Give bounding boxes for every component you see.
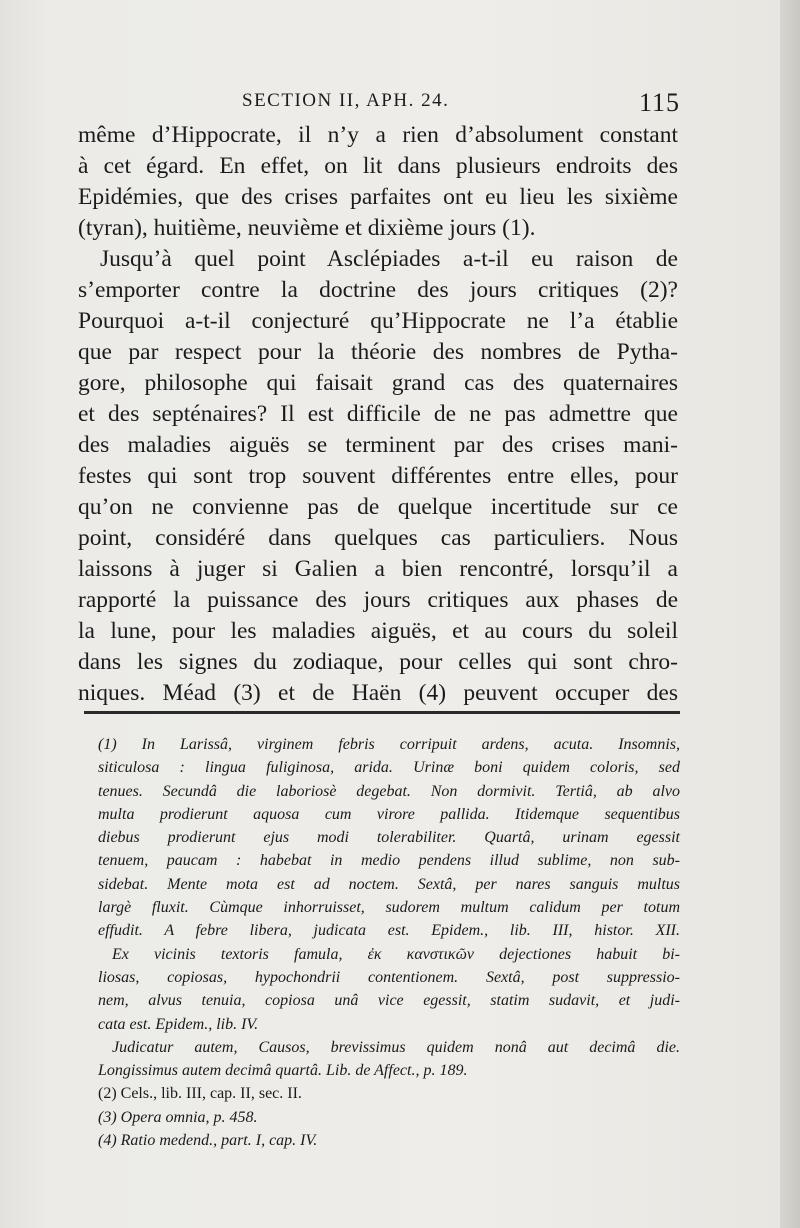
text-line: que par respect pour la théorie des nombres de Pytha- [78, 339, 678, 365]
footnote-line: nem, alvus tenuia, copiosa unâ vice egessit, statim sudavit, et judi- [98, 992, 680, 1010]
text-line: des maladies aiguës se terminent par des crises mani- [78, 432, 678, 458]
text-line: niques. Méad (3) et de Haën (4) peuvent occuper des [78, 680, 678, 706]
text-line: Epidémies, que des crises parfaites ont eu lieu les sixième [78, 184, 678, 210]
text-line: festes qui sont trop souvent différentes entre elles, pour [78, 463, 678, 489]
text-line: et des septénaires? Il est difficile de ne pas admettre que [78, 401, 678, 427]
text-line: (tyran), huitième, neuvième et dixième jours (1). [78, 215, 536, 241]
footnote-line: tenues. Secundâ die laboriosè degebat. Non dormivit. Tertiâ, ab alvo [98, 782, 680, 800]
text-line: rapporté la puissance des jours critiques aux phases de [78, 587, 678, 613]
footnote-line: effudit. A febre libera, judicata est. Epidem., lib. III, histor. XII. [98, 922, 680, 940]
text-line: qu’on ne convienne pas de quelque incertitude sur ce [78, 494, 678, 520]
footnote-line: (1) In Larissâ, virginem febris corripuit ardens, acuta. Insomnis, [98, 736, 680, 753]
running-head: SECTION II, APH. 24. [242, 90, 450, 111]
page-edge [780, 0, 800, 1228]
footnote-line: (2) Cels., lib. III, cap. II, sec. II. [98, 1085, 302, 1103]
text-line: Jusqu’à quel point Asclépiades a-t-il eu raison de [100, 246, 678, 272]
footnote-line: cata est. Epidem., lib. IV. [98, 1015, 259, 1033]
text-line: gore, philosophe qui faisait grand cas des quaternaires [78, 370, 678, 396]
text-line: la lune, pour les maladies aiguës, et au cours du soleil [78, 618, 678, 644]
text-line: s’emporter contre la doctrine des jours critiques (2)? [78, 277, 678, 303]
text-line: laissons à juger si Galien a bien rencontré, lorsqu’il a [78, 556, 678, 582]
footnote-line: Judicatur autem, Causos, brevissimus quidem nonâ aut decimâ die. [112, 1038, 680, 1056]
footnote-line: liosas, copiosas, hypochondrii contentionem. Sextâ, post suppressio- [98, 968, 680, 986]
footnote-line: Longissimus autem decimâ quartâ. Lib. de Affect., p. 189. [98, 1062, 468, 1080]
main-text [78, 120, 678, 709]
page-number: 115 [638, 88, 680, 117]
footnotes [98, 733, 680, 1152]
footnote-line: multa prodierunt aquosa cum virore pallida. Itidemque sequentibus [98, 805, 680, 823]
footnote-line: (3) Opera omnia, p. 458. [98, 1108, 258, 1126]
text-line: point, considéré dans quelques cas particuliers. Nous [78, 525, 678, 551]
footnote-line: (4) Ratio medend., part. I, cap. IV. [98, 1132, 318, 1150]
footnote-line: largè fluxit. Cùmque inhorruisset, sudorem multum calidum per totum [98, 899, 680, 917]
footnote-line: siticulosa : lingua fuliginosa, arida. Urinæ boni quidem coloris, sed [98, 759, 680, 777]
footnote-line: Ex vicinis textoris famula, ἐκ κανστικῶν dejectiones habuit bi- [112, 945, 680, 963]
footnote-line: diebus prodierunt ejus modi tolerabiliter. Quartâ, urinam egessit [98, 829, 680, 847]
text-line: à cet égard. En effet, on lit dans plusieurs endroits des [78, 153, 678, 179]
footnote-line: sidebat. Mente mota est ad noctem. Sextâ, per nares sanguis multus [98, 875, 680, 893]
text-line: même d’Hippocrate, il n’y a rien d’absolument constant [78, 122, 678, 148]
footnote-line: tenuem, paucam : habebat in medio pendens illud sublime, non sub- [98, 852, 680, 870]
footnote-rule [84, 711, 680, 714]
text-line: Pourquoi a-t-il conjecturé qu’Hippocrate ne l’a établie [78, 308, 678, 334]
text-line: dans les signes du zodiaque, pour celles qui sont chro- [78, 649, 678, 675]
